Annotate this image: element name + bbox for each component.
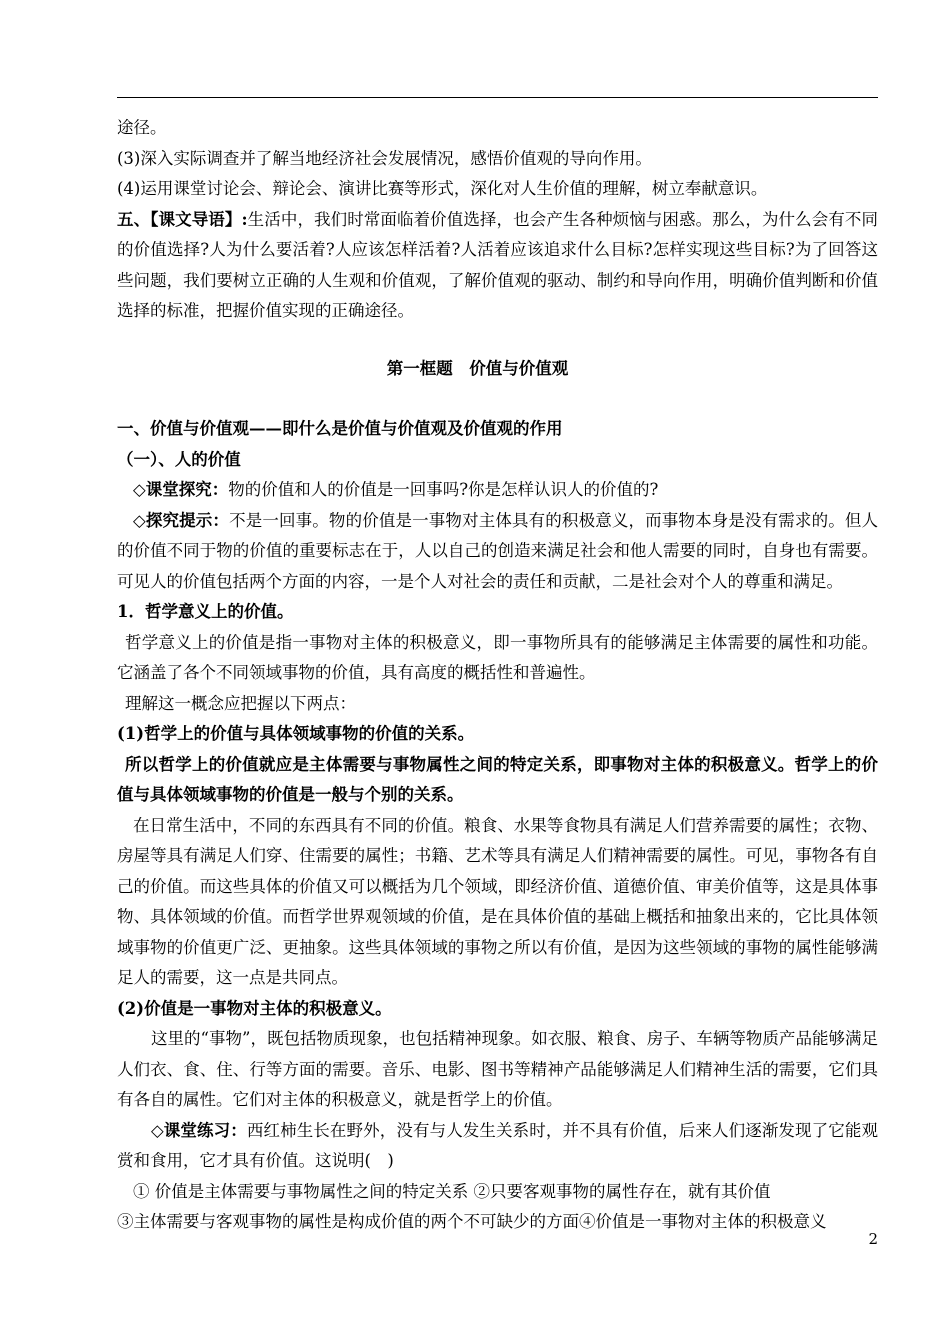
daily-life-paragraph: 在日常生活中，不同的东西具有不同的价值。粮食、水果等食物具有满足人们营养需要的属性；衣物、房屋等具有满足人们穿、住需要的属性；书籍、艺术等具有满足人们精神需要的属性。可见，事物各有自己的价值。而这些具体的价值又可以概括为几个领域，即经济价值、道德价值、审美价值等，这是具体事物、具体领域的价值。而哲学世界观领域的价值，是在具体价值的基础上概括和抽象出来的，它比具体领域事物的价值更广泛、更抽象。这些具体领域的事物之所以有价值，是因为这些领域的事物的属性能够满足人的需要，这一点是共同点。 (117, 815, 878, 987)
heading-human-value: （一）、人的价值 (117, 449, 241, 469)
definition-paragraph: 哲学意义上的价值是指一事物对主体的积极意义，即一事物所具有的能够满足主体需要的属性和功能。它涵盖了各个不同领域事物的价值，具有高度的概括性和普遍性。 (117, 632, 878, 682)
heading-philosophical-value: 1．哲学意义上的价值。 (117, 602, 294, 621)
guide-label: 五、【课文导语】: (117, 209, 248, 229)
relationship-paragraph: 所以哲学上的价值就应是主体需要与事物属性之间的特定关系，即事物对主体的积极意义。哲学上的价值与具体领域事物的价值是一般与个别的关系。 (117, 754, 878, 804)
section-title: 第一框题 价值与价值观 (386, 358, 569, 378)
inquiry-text: 物的价值和人的价值是一回事吗?你是怎样认识人的价值的? (228, 480, 659, 499)
guide-text: 生活中，我们时常面临着价值选择，也会产生各种烦恼与困惑。那么，为什么会有不同的价值选择?人为什么要活着?人应该怎样活着?人活着应该追求什么目标?怎样实现这些目标?为了回答这些问题，我们要树立正确的人生观和价值观，了解价值观的驱动、制约和导向作用，明确价值判断和价值选择的标准，把握价值实现的正确途径。 (117, 209, 879, 320)
things-paragraph: 这里的“事物”，既包括物质现象，也包括精神现象。如衣服、粮食、房子、车辆等物质产品能够满足人们衣、食、住、行等方面的需要。音乐、电影、图书等精神产品能够满足人们精神生活的需要，它们具有各自的属性。它们对主体的积极意义，就是哲学上的价值。 (117, 1029, 878, 1109)
exercise-options-2: ③主体需要与客观事物的属性是构成价值的两个不可缺少的方面④价值是一事物对主体的积极意义 (117, 1212, 827, 1231)
exercise-label: ◇课堂练习： (151, 1120, 247, 1140)
goal-item-4: (4)运用课堂讨论会、辩论会、演讲比赛等形式，深化对人生价值的理解，树立奉献意识。 (117, 179, 768, 198)
exercise-paragraph (117, 1116, 878, 1177)
page-number: 2 (868, 1230, 878, 1248)
header-rule (117, 97, 878, 98)
hint-label: ◇探究提示： (133, 510, 230, 530)
document-body (117, 113, 878, 1238)
heading-positive-meaning: (2)价值是一事物对主体的积极意义。 (117, 998, 392, 1018)
exercise-text: 西红柿生长在野外，没有与人发生关系时，并不具有价值，后来人们逐渐发现了它能观赏和食用，它才具有价值。这说明( ) (117, 1120, 878, 1170)
hint-paragraph (117, 506, 878, 598)
goal-item-3: (3)深入实际调查并了解当地经济社会发展情况，感悟价值观的导向作用。 (117, 148, 652, 168)
line-continuation: 途径。 (117, 118, 167, 137)
heading-value-and-values: 一、价值与价值观——即什么是价值与价值观及价值观的作用 (117, 419, 563, 438)
heading-relationship: (1)哲学上的价值与具体领域事物的价值的关系。 (117, 724, 475, 743)
inquiry-paragraph (117, 475, 878, 506)
inquiry-label: ◇课堂探究： (133, 480, 229, 499)
exercise-options-1: ① 价值是主体需要与事物属性之间的特定关系 ②只要客观事物的属性存在，就有其价值 (133, 1181, 771, 1201)
hint-text: 不是一回事。物的价值是一事物对主体具有的积极意义，而事物本身是没有需求的。但人的价值不同于物的价值的重要标志在于，人以自己的创造来满足社会和他人需要的同时，自身也有需要。可见人的价值包括两个方面的内容，一是个人对社会的责任和贡献，二是社会对个人的尊重和满足。 (117, 510, 879, 591)
guide-paragraph (117, 205, 878, 327)
understanding-paragraph: 理解这一概念应把握以下两点： (125, 693, 356, 713)
